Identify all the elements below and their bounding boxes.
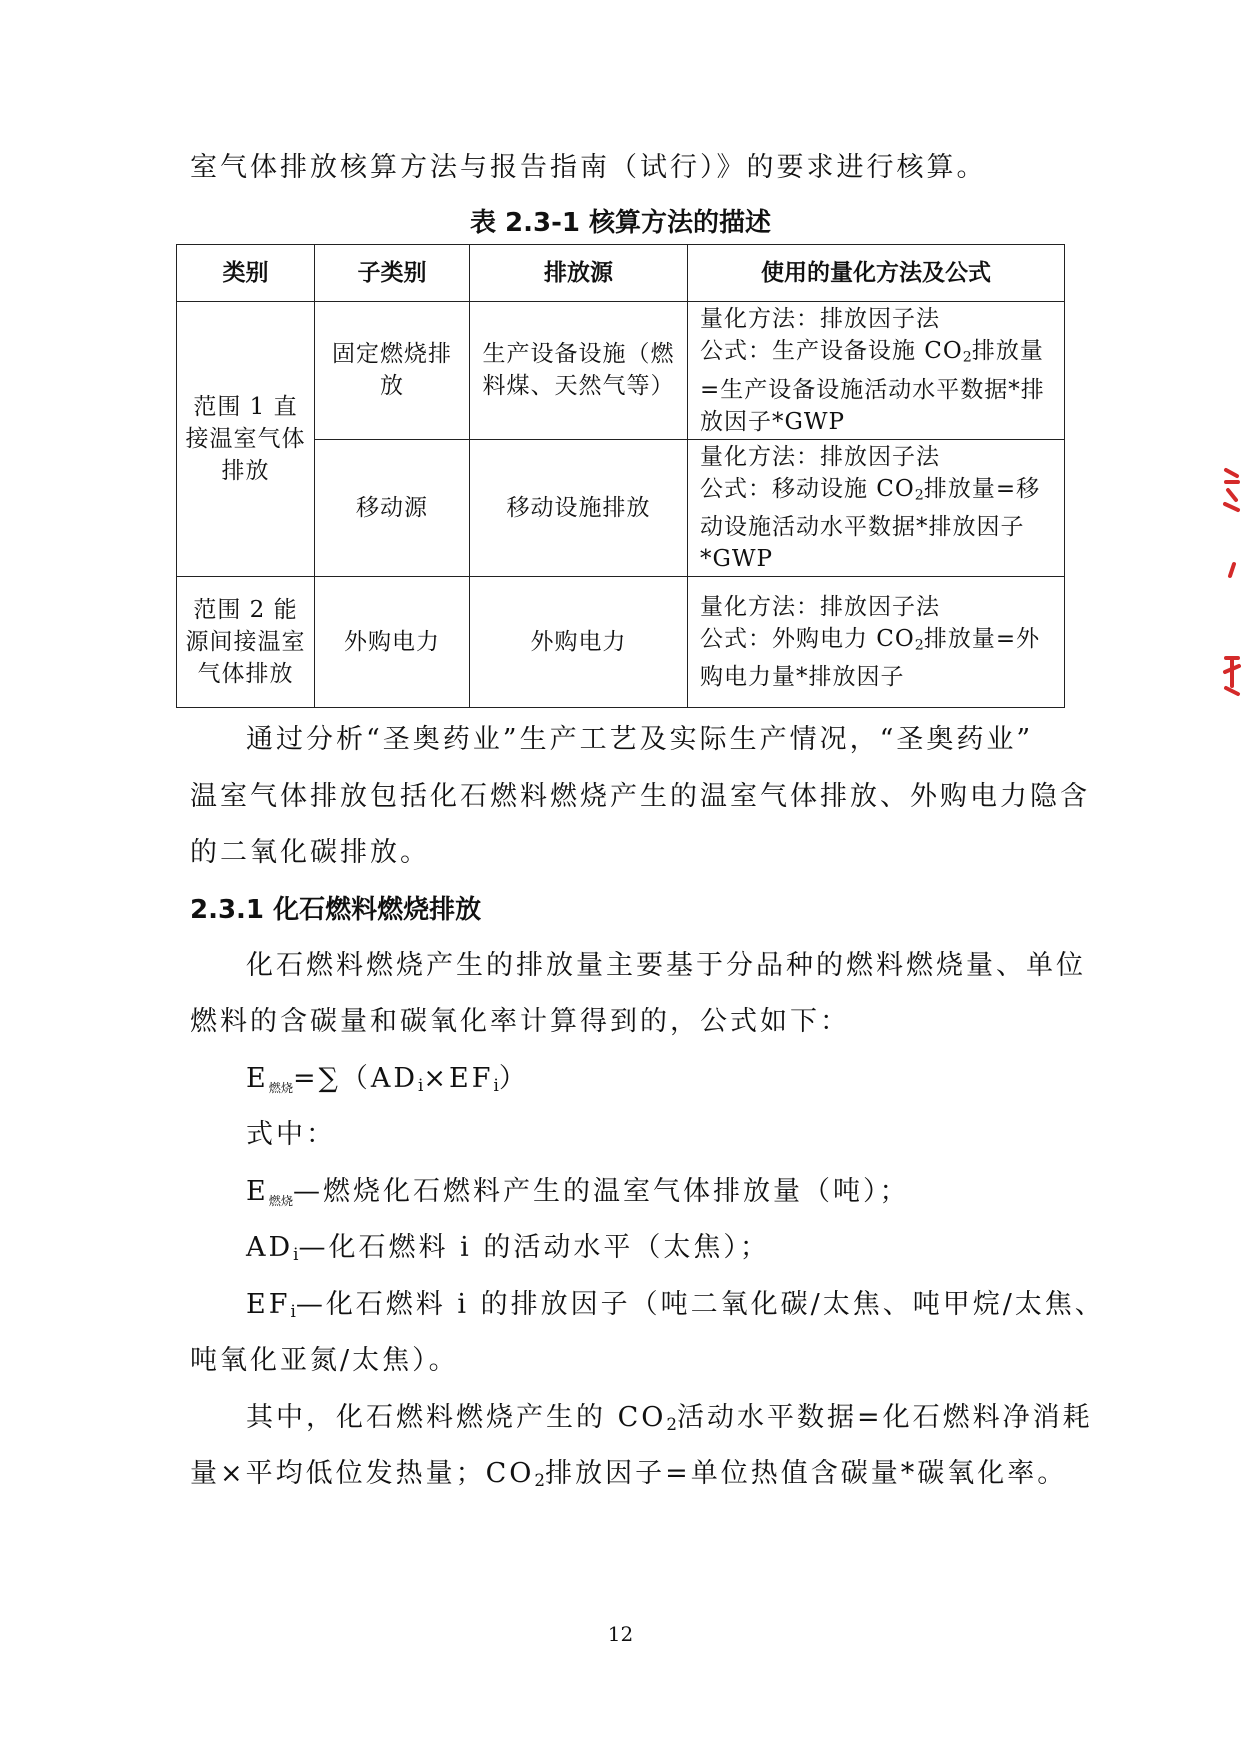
equation: E燃烧$=\sum(AD_i\times EF_i)$ <box>246 1063 529 1096</box>
row2-formula <box>688 439 1065 577</box>
row3-formula <box>688 577 1065 708</box>
row2-subcategory: 移动源 <box>315 439 470 577</box>
paragraph-line: 通过分析“圣奥药业”生产工艺及实际生产情况，“圣奥药业” <box>246 724 1034 755</box>
section-heading: 2.3.1 化石燃料燃烧排放 <box>190 895 482 925</box>
header-source: 排放源 <box>470 245 688 302</box>
table-row <box>177 302 1065 440</box>
row2-source: 移动设施排放 <box>470 439 688 577</box>
scope1-category: 范围 1 直接温室气体排放 <box>177 302 315 577</box>
row3-category: 范围 2 能源间接温室气体排放 <box>177 577 315 708</box>
page-number: 12 <box>607 1622 634 1646</box>
method-table <box>176 244 1065 708</box>
table-row <box>177 577 1065 708</box>
red-seal-stamp <box>1222 460 1241 700</box>
header-method: 使用的量化方法及公式 <box>688 245 1065 302</box>
definition-e: E燃烧—燃烧化石燃料产生的温室气体排放量（吨）； <box>246 1176 910 1208</box>
row2-formula-text: 公式：移动设施 $CO_2$排放量=移动设施活动水平数据*排放因子*GWP <box>700 475 1041 573</box>
row1-subcategory: 固定燃烧排放 <box>315 302 470 440</box>
row1-method: 量化方法：排放因子法 <box>700 306 940 332</box>
row3-method: 量化方法：排放因子法 <box>700 593 940 620</box>
row1-formula-text: 公式：生产设备设施 $CO_2$排放量=生产设备设施活动水平数据*排放因子*GWP <box>700 338 1045 435</box>
intro-line: 室气体排放核算方法与报告指南（试行）》的要求进行核算。 <box>190 152 987 183</box>
row2-method: 量化方法：排放因子法 <box>700 443 940 470</box>
paragraph-line: 其中，化石燃料燃烧产生的 $CO_2$活动水平数据=化石燃料净消耗 <box>246 1402 1093 1435</box>
row1-source: 生产设备设施（燃料煤、天然气等） <box>470 302 688 440</box>
header-category: 类别 <box>177 245 315 302</box>
row3-source: 外购电力 <box>470 577 688 708</box>
paragraph-line: 化石燃料燃烧产生的排放量主要基于分品种的燃料燃烧量、单位 <box>246 950 1086 981</box>
where-label: 式中： <box>246 1119 336 1150</box>
table-header-row <box>177 245 1065 302</box>
row3-subcategory: 外购电力 <box>315 577 470 708</box>
paragraph-line: 燃料的含碳量和碳氧化率计算得到的，公式如下： <box>190 1006 850 1037</box>
row3-formula-text: 公式：外购电力 $CO_2$排放量=外购电力量*排放因子 <box>700 625 1041 691</box>
definition-ef: $EF_i—$化石燃料 i 的排放因子（吨二氧化碳/太焦、吨甲烷/太焦、 <box>246 1289 1105 1322</box>
paragraph-line: 温室气体排放包括化石燃料燃烧产生的温室气体排放、外购电力隐含 <box>190 781 1090 812</box>
table-caption: 表 2.3-1 核算方法的描述 <box>469 208 772 238</box>
paragraph-line: 量×平均低位发热量；$CO_2$排放因子=单位热值含碳量*碳氧化率。 <box>190 1458 1068 1491</box>
definition-ef-continued: 吨氧化亚氮/太焦）。 <box>190 1345 459 1376</box>
paragraph-line: 的二氧化碳排放。 <box>190 837 430 868</box>
row1-formula <box>688 302 1065 440</box>
definition-ad: $AD_i—$化石燃料 i 的活动水平（太焦）； <box>246 1232 770 1265</box>
header-subcategory: 子类别 <box>315 245 470 302</box>
